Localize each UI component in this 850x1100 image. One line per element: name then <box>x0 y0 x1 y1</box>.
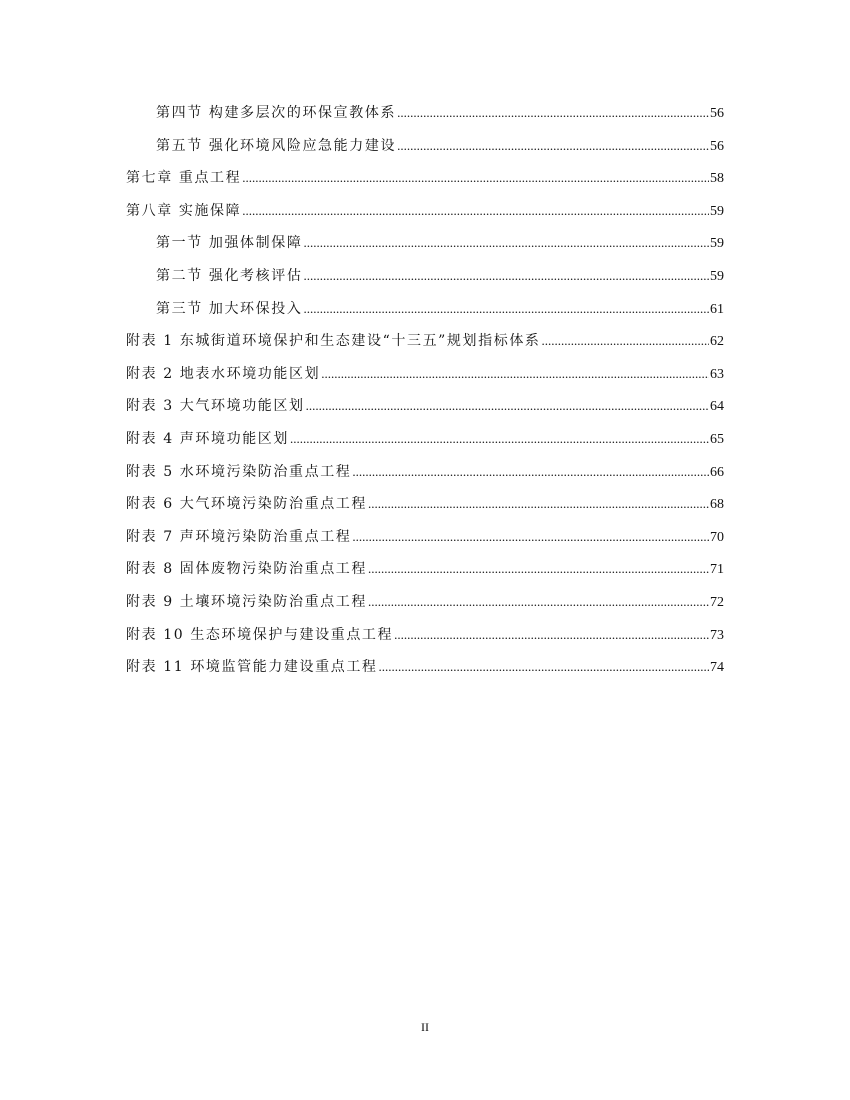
toc-entry-page: 63 <box>710 366 724 382</box>
toc-entry-page: 71 <box>710 562 724 578</box>
toc-entry[interactable] <box>126 200 724 233</box>
toc-entry[interactable] <box>126 656 724 689</box>
toc-entry[interactable] <box>126 461 724 494</box>
toc-entry-title: 第三节 加大环保投入 <box>156 300 303 317</box>
toc-entry-title: 第八章 实施保障 <box>126 202 242 219</box>
toc-leader-dots <box>368 496 709 512</box>
toc-entry[interactable] <box>126 330 724 363</box>
toc-leader-dots <box>303 268 709 284</box>
toc-entry-title: 第一节 加强体制保障 <box>156 235 303 252</box>
toc-entry-title: 附表 2 地表水环境功能区划 <box>126 365 321 382</box>
toc-entry-page: 68 <box>710 497 724 513</box>
toc-entry[interactable] <box>126 102 724 135</box>
toc-entry-page: 70 <box>710 529 724 545</box>
toc-entry-title: 第五节 强化环境风险应急能力建设 <box>156 137 397 154</box>
toc-entry-title: 附表 6 大气环境污染防治重点工程 <box>126 496 368 513</box>
toc-entry[interactable] <box>126 167 724 200</box>
toc-leader-dots <box>303 235 709 251</box>
toc-entry[interactable] <box>126 558 724 591</box>
toc-leader-dots <box>394 627 709 643</box>
toc-entry[interactable] <box>126 493 724 526</box>
toc-entry[interactable] <box>126 591 724 624</box>
toc-leader-dots <box>368 561 709 577</box>
toc-entry-page: 72 <box>710 594 724 610</box>
toc-entry-title: 附表 10 生态环境保护与建设重点工程 <box>126 626 394 643</box>
toc-entry[interactable] <box>126 265 724 298</box>
toc-leader-dots <box>242 170 709 186</box>
toc-entry[interactable] <box>126 428 724 461</box>
toc-entry-title: 第二节 强化考核评估 <box>156 267 303 284</box>
toc-leader-dots <box>321 366 709 382</box>
toc-entry-page: 73 <box>710 627 724 643</box>
toc-entry-page: 74 <box>710 660 724 676</box>
toc-entry-title: 附表 5 水环境污染防治重点工程 <box>126 463 352 480</box>
toc-leader-dots <box>352 464 709 480</box>
toc-entry-title: 附表 7 声环境污染防治重点工程 <box>126 528 352 545</box>
toc-leader-dots <box>542 333 709 349</box>
toc-entry-page: 59 <box>710 203 724 219</box>
toc-entry-title: 第七章 重点工程 <box>126 170 242 187</box>
toc-entry[interactable] <box>126 232 724 265</box>
toc-entry[interactable] <box>126 298 724 331</box>
toc-entry-title: 第四节 构建多层次的环保宣教体系 <box>156 105 397 121</box>
toc-entry-title: 附表 9 土壤环境污染防治重点工程 <box>126 593 368 610</box>
toc-entry-title: 附表 8 固体废物污染防治重点工程 <box>126 561 368 578</box>
toc-entry-page: 56 <box>710 106 724 121</box>
toc-leader-dots <box>306 398 709 414</box>
toc-leader-dots <box>290 431 709 447</box>
toc-entry-page: 66 <box>710 464 724 480</box>
table-of-contents <box>126 102 724 689</box>
toc-entry-title: 附表 1 东城街道环境保护和生态建设“十三五”规划指标体系 <box>126 333 541 350</box>
toc-entry-page: 62 <box>710 334 724 350</box>
toc-entry-page: 65 <box>710 431 724 447</box>
toc-entry-title: 附表 3 大气环境功能区划 <box>126 398 305 415</box>
toc-entry-page: 64 <box>710 399 724 415</box>
toc-entry[interactable] <box>126 363 724 396</box>
toc-entry-page: 56 <box>710 138 724 154</box>
toc-entry-title: 附表 4 声环境功能区划 <box>126 430 290 447</box>
toc-entry[interactable] <box>126 135 724 168</box>
toc-leader-dots <box>368 594 709 610</box>
toc-entry-page: 58 <box>710 171 724 187</box>
page-number: II <box>421 1020 429 1034</box>
toc-entry-page: 59 <box>710 236 724 252</box>
toc-leader-dots <box>303 301 709 317</box>
toc-entry[interactable] <box>126 526 724 559</box>
toc-leader-dots <box>352 529 709 545</box>
toc-leader-dots <box>397 105 709 121</box>
toc-entry[interactable] <box>126 624 724 657</box>
toc-entry[interactable] <box>126 395 724 428</box>
toc-leader-dots <box>397 138 709 154</box>
toc-leader-dots <box>379 659 709 675</box>
toc-entry-page: 61 <box>710 301 724 317</box>
toc-entry-page: 59 <box>710 268 724 284</box>
toc-entry-title: 附表 11 环境监管能力建设重点工程 <box>126 659 378 676</box>
toc-leader-dots <box>242 203 709 219</box>
